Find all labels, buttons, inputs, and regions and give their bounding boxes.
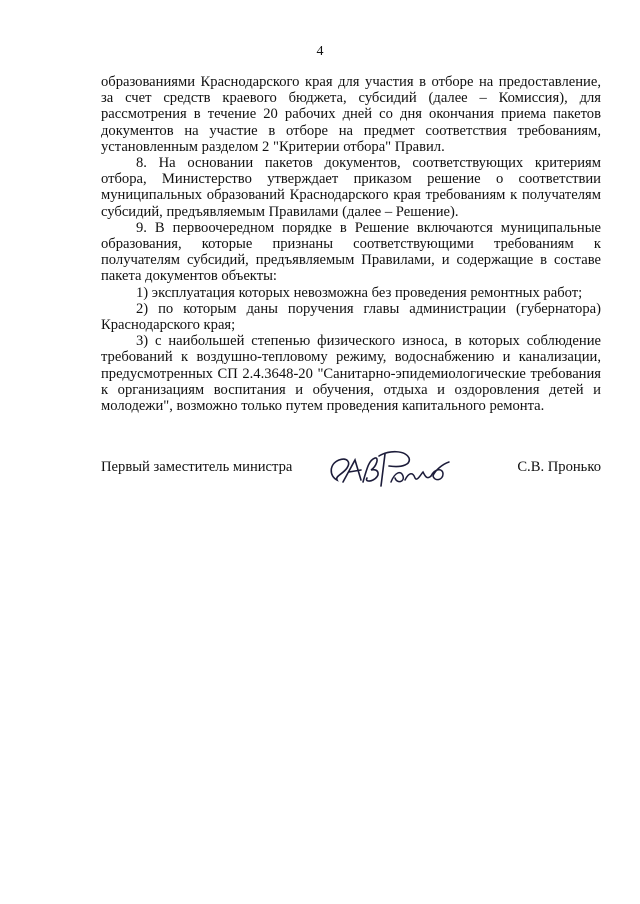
paragraph-9: 9. В первоочередном порядке в Решение включаются муниципальные образования, которые признаны соответствующими требованиям к получателям субсидий, предъявляемым Правилами, и содержащие в составе пакета документов объекты: — [101, 219, 601, 285]
list-item-1: 1) эксплуатация которых невозможна без проведения ремонтных работ; — [136, 284, 583, 301]
handwritten-signature — [323, 446, 453, 494]
list-item-2: 2) по которым даны поручения главы администрации (губернатора) Краснодарского края; — [101, 300, 601, 334]
document-body — [101, 74, 601, 414]
page-number: 4 — [316, 44, 324, 59]
signature-block — [101, 446, 601, 496]
signer-name: С.В. Пронько — [517, 459, 601, 475]
signer-title: Первый заместитель министра — [101, 459, 293, 475]
list-item-3: 3) с наибольшей степенью физического износа, в которых соблюдение требований к воздушно-тепловому режиму, водоснабжению и канализации, предусмотренных СП 2.4.3648-20 "Санитарно-эпидемиологические требования к организациям воспитания и обучения, отдыха и оздоровления детей и молодежи", возможно только путем проведения капитального ремонта. — [101, 333, 601, 415]
paragraph-commission-continuation: образованиями Краснодарского края для участия в отборе на предоставление, за счет средств краевого бюджета, субсидий (далее – Комиссия), для рассмотрения в течение 20 рабочих дней со дня окончания приема пакетов документов на участие в отборе на предмет соответствия требованиям, установленным разделом 2 "Критерии отбора" Правил. — [101, 74, 601, 155]
paragraph-8: 8. На основании пакетов документов, соответствующих критериям отбора, Министерство утверждает приказом решение о соответствии муниципальных образований Краснодарского края требованиям к получателям субсидий, предъявляемым Правилами (далее – Решение). — [101, 155, 601, 220]
